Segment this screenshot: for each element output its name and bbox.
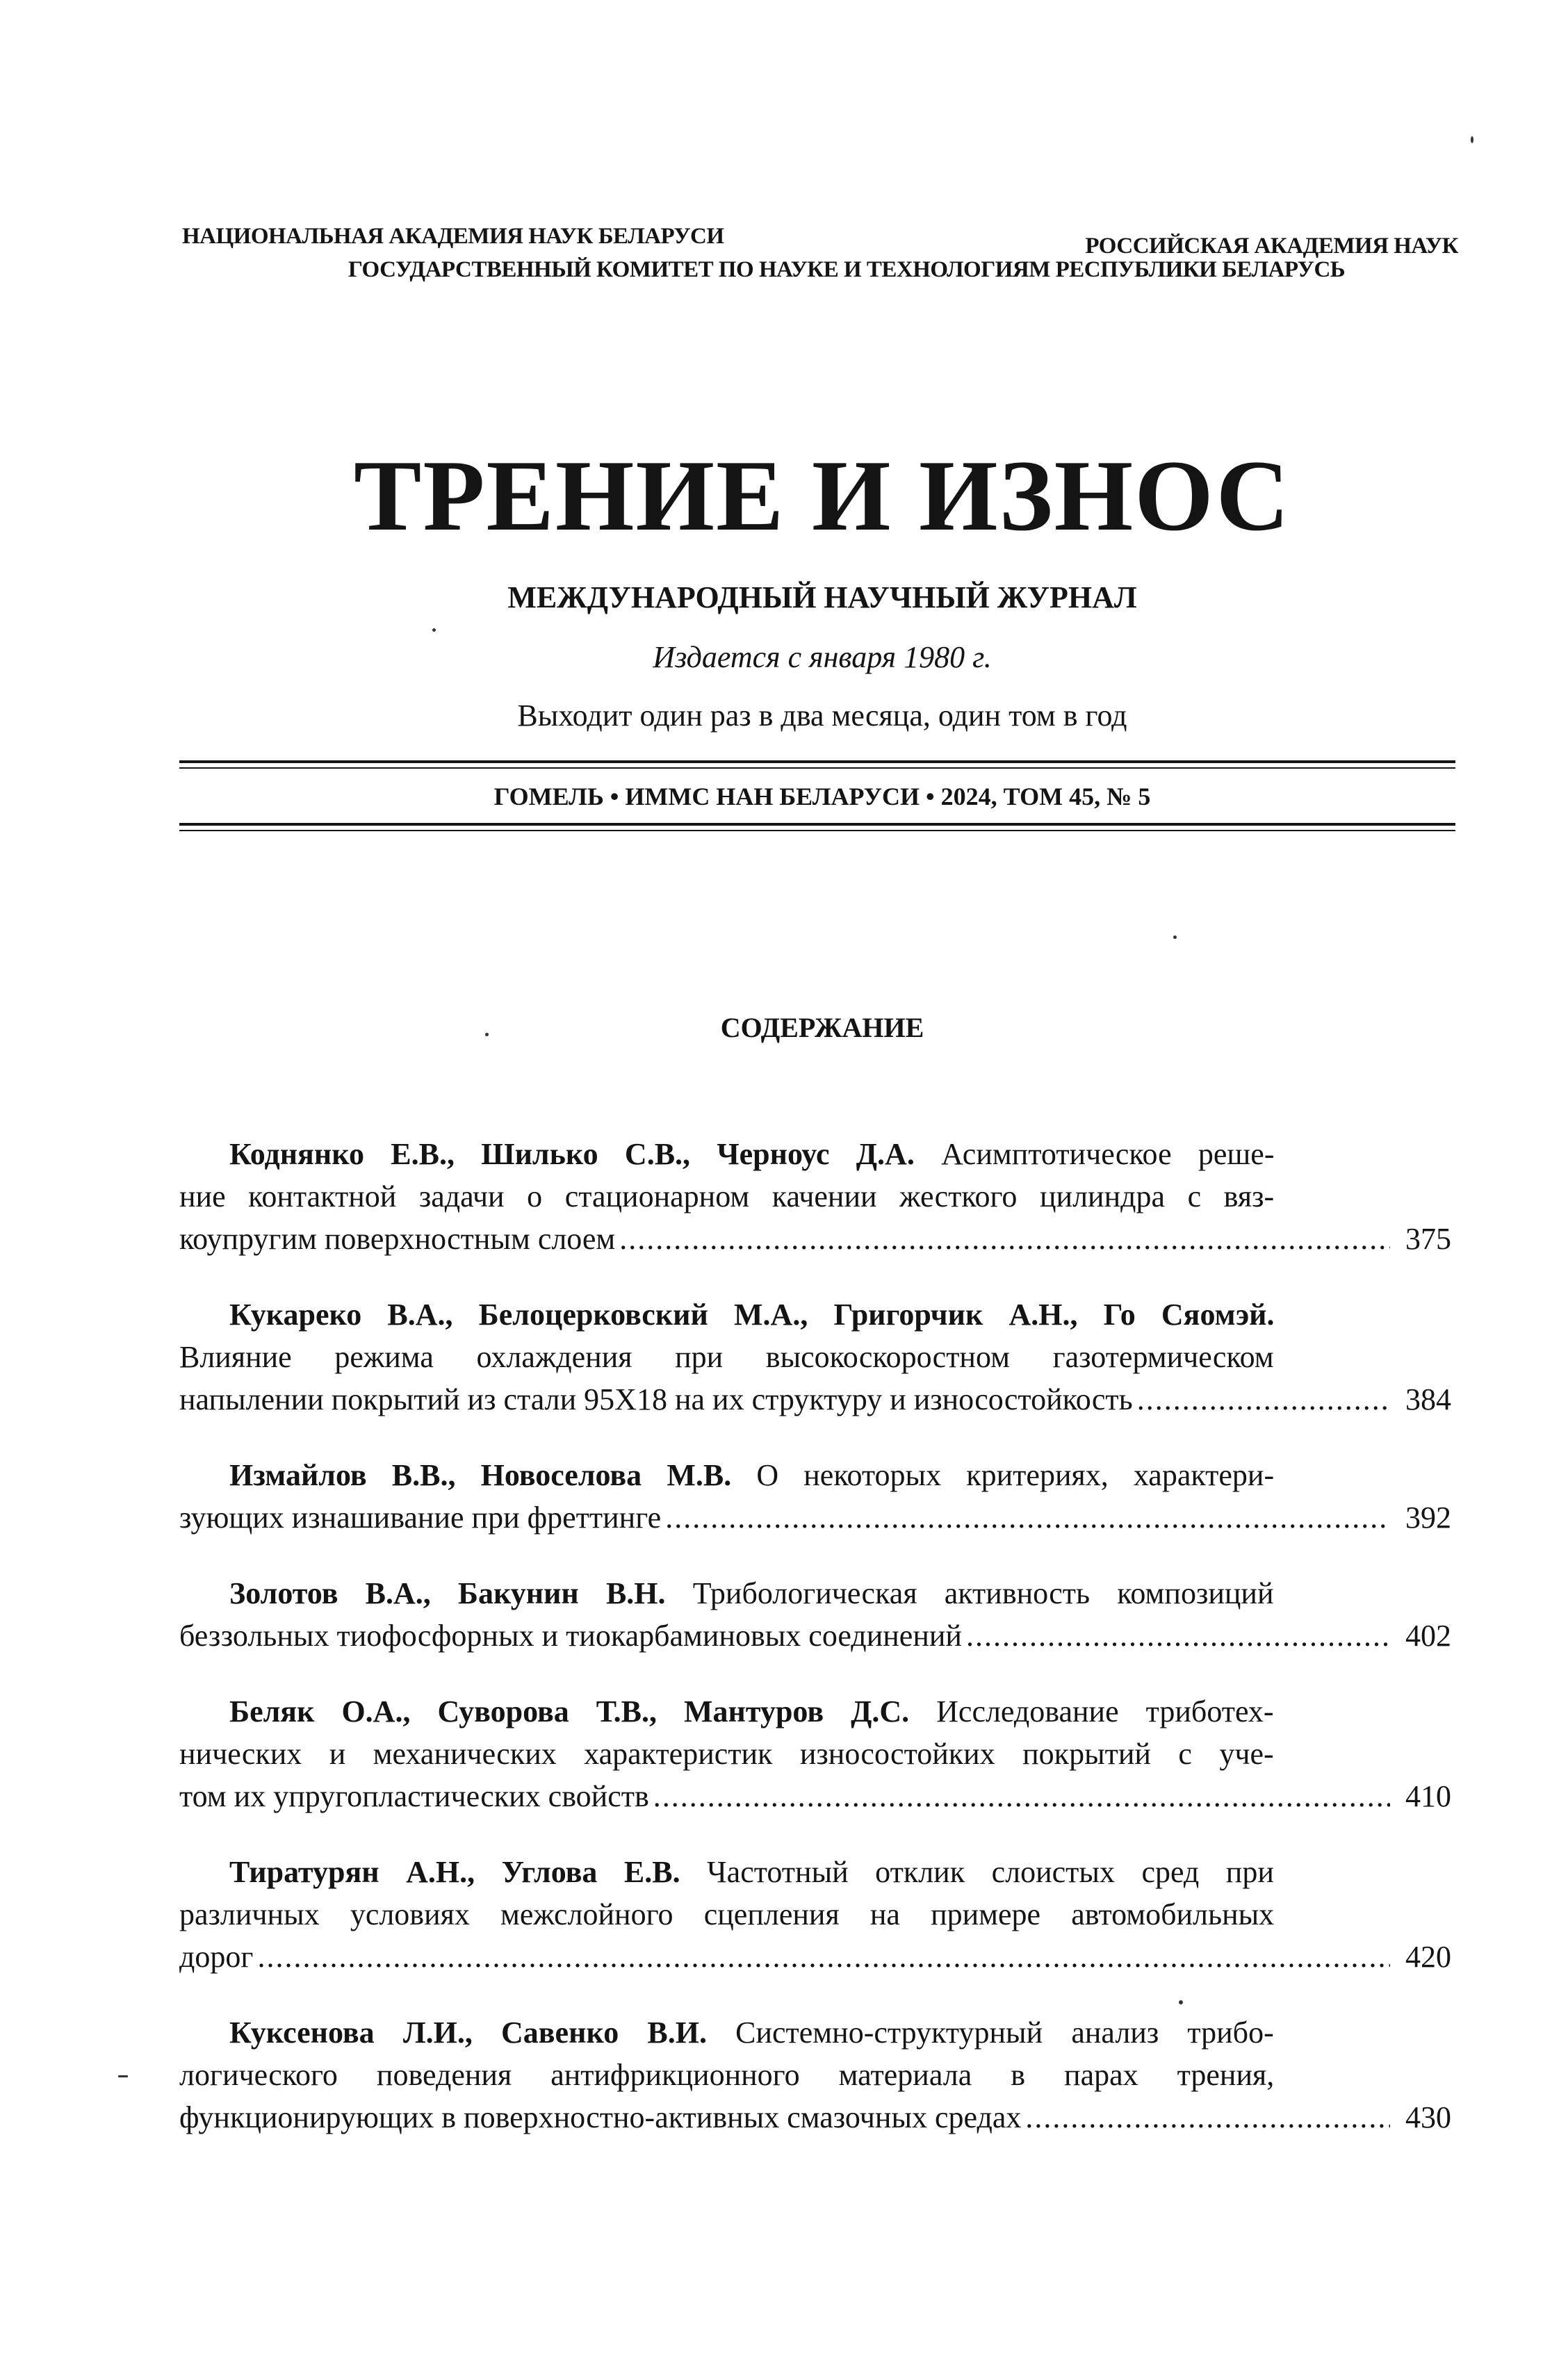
dot-leader	[257, 1936, 1390, 1978]
scan-speck	[432, 628, 436, 632]
toc-entry[interactable]	[179, 1851, 1451, 1978]
toc-line	[179, 1454, 1274, 1496]
dot-leader	[653, 1775, 1390, 1817]
toc-title-part: ние контактной задачи о стационарном качении жесткого цилиндра с вяз-	[179, 1179, 1275, 1213]
contents-heading: СОДЕРЖАНИЕ	[720, 1012, 924, 1043]
toc-line	[179, 1733, 1274, 1775]
org-name-right: РОССИЙСКАЯ АКАДЕМИЯ НАУК	[1085, 234, 1458, 259]
org-name-left: НАЦИОНАЛЬНАЯ АКАДЕМИЯ НАУК БЕЛАРУСИ	[182, 224, 724, 249]
dot-leader	[1137, 1378, 1390, 1421]
rule-top-thick	[179, 760, 1455, 763]
toc-entry[interactable]	[179, 1690, 1451, 1817]
toc-line	[179, 1218, 1451, 1260]
toc-page-number[interactable]: 375	[1405, 1222, 1451, 1256]
toc-entry[interactable]	[179, 1133, 1451, 1260]
toc-line	[179, 1293, 1274, 1336]
toc-line	[179, 1572, 1274, 1615]
toc-line	[179, 1851, 1274, 1893]
toc-entry[interactable]	[179, 2011, 1451, 2139]
publication-since: Издается с января 1980 г.	[653, 640, 992, 674]
toc-title-part: зующих изнашивание при фреттинге	[179, 1501, 662, 1535]
toc-title-part: беззольных тиофосфорных и тиокарбаминовых соединений	[179, 1619, 962, 1653]
journal-title: ТРЕНИЕ И ИЗНОС	[354, 439, 1291, 552]
toc-authors: Тиратурян А.Н., Углова Е.В.	[229, 1855, 680, 1889]
toc-title-part: напылении покрытий из стали 95Х18 на их структуру и износостойкость	[179, 1382, 1133, 1416]
toc-line	[179, 2011, 1274, 2054]
toc-line	[179, 1615, 1451, 1657]
toc-line	[179, 1936, 1451, 1978]
toc-title-part: Частотный отклик слоистых сред при	[680, 1855, 1274, 1889]
toc-title-part: Исследование триботех-	[909, 1694, 1274, 1728]
imprint-line: ГОМЕЛЬ • ИММС НАН БЕЛАРУСИ • 2024, ТОМ 45, № 5	[493, 783, 1151, 810]
scan-speck	[1471, 136, 1473, 143]
scan-speck	[118, 2075, 128, 2077]
journal-subtitle: МЕЖДУНАРОДНЫЙ НАУЧНЫЙ ЖУРНАЛ	[507, 580, 1137, 614]
toc-entry[interactable]	[179, 1454, 1451, 1539]
toc-authors: Измайлов В.В., Новоселова М.В.	[229, 1458, 732, 1492]
toc-title-part: Системно-структурный анализ трибо-	[706, 2016, 1274, 2050]
toc-title-part: функционирующих в поверхностно-активных смазочных средах	[179, 2100, 1022, 2134]
toc-authors: Кукареко В.А., Белоцерковский М.А., Григорчик А.Н., Го Сяомэй.	[229, 1298, 1275, 1332]
toc-line	[179, 1775, 1451, 1817]
toc-title-part: дорог	[179, 1940, 254, 1974]
scan-speck	[1179, 2000, 1183, 2004]
publication-frequency: Выходит один раз в два месяца, один том в год	[517, 698, 1127, 733]
org-name-committee: ГОСУДАРСТВЕННЫЙ КОМИТЕТ ПО НАУКЕ И ТЕХНОЛОГИЯМ РЕСПУБЛИКИ БЕЛАРУСЬ	[348, 257, 1346, 282]
toc-line	[179, 1133, 1274, 1175]
toc-entry[interactable]	[179, 1572, 1451, 1657]
toc-line	[179, 2054, 1274, 2096]
toc-page-number[interactable]: 392	[1405, 1501, 1451, 1535]
toc-authors: Коднянко Е.В., Шилько С.В., Черноус Д.А.	[229, 1137, 915, 1171]
toc-title-part: различных условиях межслойного сцепления на примере автомобильных	[179, 1897, 1275, 1931]
rule-bottom-thin	[179, 830, 1455, 831]
toc-title-part: Асимптотическое реше-	[914, 1137, 1275, 1171]
toc-title-part: Трибологическая активность композиций	[665, 1576, 1274, 1610]
toc-line	[179, 1175, 1274, 1218]
toc-authors: Беляк О.А., Суворова Т.В., Мантуров Д.С.	[229, 1694, 910, 1728]
toc-line	[179, 1690, 1274, 1733]
toc-title-part: коупругим поверхностным слоем	[179, 1222, 616, 1256]
toc-line	[179, 1336, 1274, 1378]
rule-top-thin	[179, 767, 1455, 769]
dot-leader	[966, 1615, 1390, 1657]
toc-title-part: логического поведения антифрикционного материала в парах трения,	[179, 2058, 1275, 2092]
dot-leader	[619, 1218, 1390, 1260]
toc-title-part: нических и механических характеристик износостойких покрытий с уче-	[179, 1737, 1274, 1771]
toc-entry[interactable]	[179, 1293, 1451, 1421]
toc-line	[179, 2096, 1451, 2139]
toc-title-part: О некоторых критериях, характери-	[731, 1458, 1275, 1492]
rule-bottom-thick	[179, 823, 1455, 826]
toc-line	[179, 1378, 1451, 1421]
toc-line	[179, 1496, 1451, 1539]
toc-page-number[interactable]: 402	[1405, 1619, 1451, 1653]
dot-leader	[1025, 2096, 1390, 2139]
toc-line	[179, 1893, 1274, 1936]
scan-speck	[1173, 935, 1177, 939]
toc-authors: Куксенова Л.И., Савенко В.И.	[229, 2016, 707, 2050]
toc-title-part: Влияние режима охлаждения при высокоскоростном газотермическом	[179, 1340, 1274, 1374]
toc-page-number[interactable]: 420	[1405, 1940, 1451, 1974]
toc-page-number[interactable]: 410	[1405, 1779, 1451, 1813]
table-of-contents	[179, 1133, 1451, 2172]
toc-title-part: том их упругопластических свойств	[179, 1779, 649, 1813]
scan-speck	[485, 1033, 489, 1036]
toc-page-number[interactable]: 430	[1405, 2100, 1451, 2134]
toc-page-number[interactable]: 384	[1405, 1382, 1451, 1416]
toc-authors: Золотов В.А., Бакунин В.Н.	[229, 1576, 666, 1610]
dot-leader	[665, 1496, 1390, 1539]
